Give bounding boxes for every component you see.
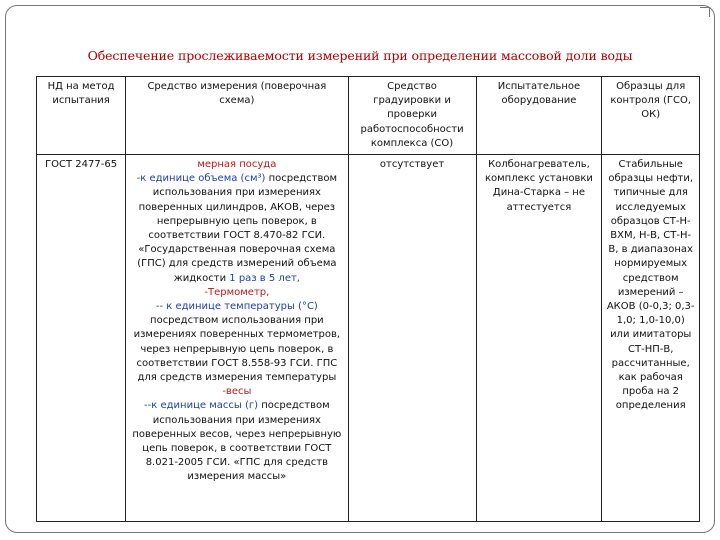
header-method: НД на метод испытания bbox=[37, 77, 126, 155]
measuring-vessel-label: мерная посуда bbox=[197, 159, 277, 171]
temperature-unit-text: -- к единице температуры (°С) bbox=[155, 301, 318, 313]
cell-method: ГОСТ 2477-65 bbox=[37, 155, 126, 522]
cell-calibration: отсутствует bbox=[348, 155, 476, 522]
header-calibration: Средство градуировки и проверки работоспособности комплекса (СО) bbox=[348, 77, 476, 155]
scales-label: -весы bbox=[222, 386, 252, 398]
mass-traceability-text: посредством использования при измерениях поверенных весов, через непрерывную цепь поверок, в соответствии ГОСТ 8.021-2005 ГСИ. «ГПС для средств измерения массы» bbox=[132, 400, 342, 483]
temperature-traceability-text: посредством использования при измерениях поверенных термометров, через непрерывную цепь поверок, в соответствии ГОСТ 8.558-93 ГСИ. ГПС для средств измерения температуры bbox=[133, 315, 341, 384]
table-row bbox=[37, 155, 700, 522]
slide-title: Обеспечение прослеживаемости измерений при определении массовой доли воды bbox=[87, 48, 633, 63]
traceability-table bbox=[36, 76, 700, 522]
mass-unit-text: --к единице массы (г) bbox=[144, 400, 259, 412]
volume-unit-text: -к единице объема (см³) bbox=[136, 173, 266, 185]
cell-equipment: Колбонагреватель, комплекс установки Дина-Старка – не аттестуется bbox=[476, 155, 602, 522]
volume-traceability-text: посредством использования при измерениях поверенных цилиндров, АКОВ, через непрерывную цепь поверок, в соответствии ГОСТ 8.470-82 ГСИ. «Государственная поверочная схема (ГПС) для средств измерений объема жидкости bbox=[137, 173, 338, 284]
frame-corner-mark bbox=[709, 7, 710, 17]
frame-corner-mark bbox=[700, 7, 710, 8]
thermometer-label: -Термометр, bbox=[204, 286, 270, 298]
table-header-row bbox=[37, 77, 700, 155]
volume-interval-text: 1 раз в 5 лет, bbox=[229, 272, 300, 284]
header-samples: Образцы для контроля (ГСО, ОК) bbox=[602, 77, 700, 155]
cell-samples: Стабильные образцы нефти, типичные для исследуемых образцов СТ-Н-ВХМ, Н-В, СТ-Н-В, в диапазонах нормируемых средством измерений – АКОВ (0-0,3; 0,3-1,0; 1,0-10,0) или имитаторы СТ-НП-В, рассчитанные, как рабочая проба на 2 определения bbox=[602, 155, 700, 522]
header-measuring-means: Средство измерения (поверочная схема) bbox=[126, 77, 348, 155]
cell-measuring-means bbox=[126, 155, 348, 522]
header-equipment: Испытательное оборудование bbox=[476, 77, 602, 155]
